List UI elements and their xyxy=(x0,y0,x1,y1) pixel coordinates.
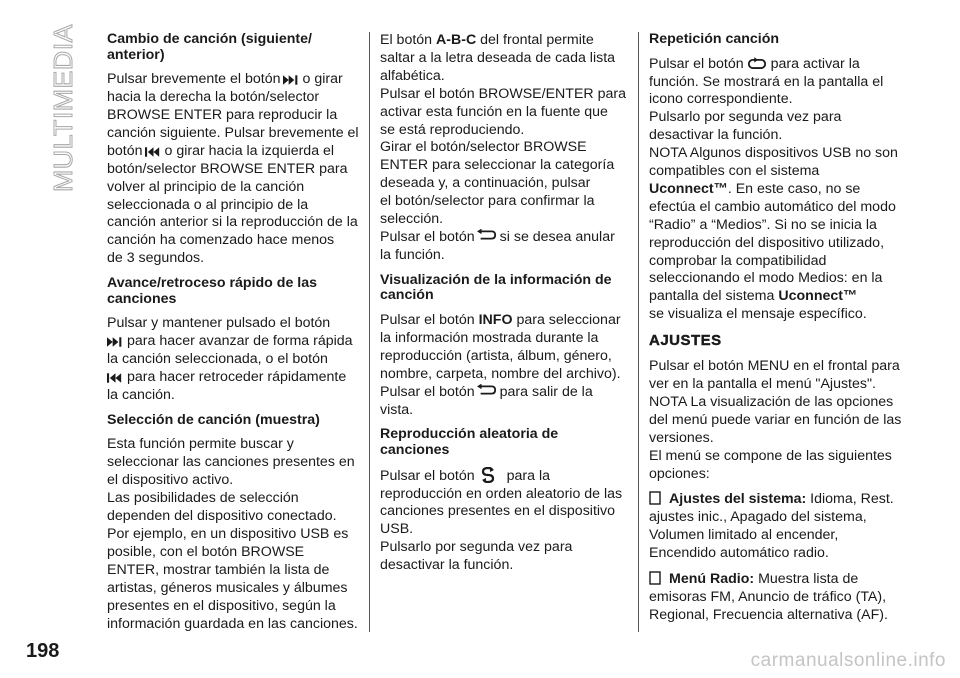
text: Pulsar el botón xyxy=(380,311,475,328)
text-line: ENTER, mostrar también la lista de xyxy=(107,561,330,578)
text-line: del menú puede variar en función de las xyxy=(649,411,902,428)
text-line: reproducción en orden aleatorio de las xyxy=(380,485,623,502)
text-line: presentes en el dispositivo, según la xyxy=(107,597,336,614)
previous-track-icon xyxy=(107,373,124,383)
text-line: reproducción (artista, álbum, género, xyxy=(380,347,612,364)
text: pantalla del sistema xyxy=(649,288,775,305)
text: Idioma, Rest. xyxy=(810,491,894,508)
text-line: botón/selector BROWSE ENTER para xyxy=(107,160,348,177)
repeat-icon xyxy=(747,57,767,70)
text-line: opciones: xyxy=(649,465,710,482)
paragraph-shuffle xyxy=(380,467,630,575)
text-line: desactivar la función. xyxy=(380,557,514,574)
text-line: la canción. xyxy=(107,386,175,403)
abc-button-label: A-B-C xyxy=(436,32,477,48)
text: si se desea anular xyxy=(499,228,615,245)
back-arrow-icon xyxy=(477,384,497,396)
text: . En este caso, no se xyxy=(727,180,861,197)
text-line: comprobar la compatibilidad xyxy=(649,252,827,269)
next-track-icon xyxy=(107,337,124,347)
text: o girar xyxy=(302,71,343,88)
text-line: seleccionar las canciones presentes en xyxy=(107,454,355,471)
text-line: compatibles con el sistema xyxy=(649,163,820,180)
text-line: Por ejemplo, en un dispositivo USB es xyxy=(107,526,349,542)
text: para salir de la xyxy=(499,383,593,400)
text: Pulsar el botón xyxy=(380,383,475,400)
text-line: El menú se compone de las siguientes xyxy=(649,447,892,464)
checkbox-icon xyxy=(649,491,661,505)
watermark: carmanualsonline.info xyxy=(750,650,946,671)
text: para la xyxy=(506,467,551,484)
heading-track-info: Visualización de la información de canción xyxy=(380,271,612,304)
column-divider xyxy=(369,32,370,632)
text: Muestra lista de xyxy=(758,571,859,588)
text-line: de 3 segundos. xyxy=(107,250,205,267)
text-line: canción anterior si la reproducción de la xyxy=(107,214,358,231)
text-line: Pulsar el botón MENU en el frontal para xyxy=(649,358,900,375)
list-item-radio-menu xyxy=(649,571,911,625)
text-line: Pulsarlo por segunda vez para xyxy=(649,109,842,126)
text: Pulsar el botón xyxy=(380,467,475,484)
text: Pulsar brevemente el botón xyxy=(107,71,281,88)
text-line: la función. xyxy=(380,246,445,263)
text-line: Regional, Frecuencia alternativa (AF). xyxy=(649,606,888,623)
text-line: vista. xyxy=(380,401,414,418)
text-line: el dispositivo activo. xyxy=(107,472,234,489)
paragraph-repeat xyxy=(649,56,911,325)
checkbox-icon xyxy=(649,571,661,585)
text-line: deseada y, a continuación, pulsar xyxy=(380,175,591,192)
column-3 xyxy=(649,32,911,633)
paragraph-track-info xyxy=(380,312,630,419)
list-item-system-settings xyxy=(649,491,911,563)
heading-shuffle: Reproducción aleatoria de canciones xyxy=(380,426,559,458)
text-line: nombre, carpeta, nombre del archivo). xyxy=(380,365,621,382)
page-number: 198 xyxy=(26,640,60,662)
text-line: ajustes inic., Apagado del sistema, xyxy=(649,509,867,526)
text-line: Pulsar el botón BROWSE/ENTER para xyxy=(380,85,627,102)
text-line: se está reproduciendo. xyxy=(380,121,525,138)
next-track-icon xyxy=(283,75,300,85)
side-label-text: MULTIMEDIA xyxy=(48,28,78,192)
text: Pulsar el botón xyxy=(649,55,744,72)
text-line: el botón/selector para confirmar la xyxy=(380,193,595,210)
text-line: función. Se mostrará en la pantalla el xyxy=(649,73,884,90)
text-line: ENTER para seleccionar la categoría xyxy=(380,157,615,174)
text-line: Encendido automático radio. xyxy=(649,545,829,562)
text-line: dependen del dispositivo conectado. xyxy=(107,508,337,525)
text-line: Pulsar y mantener pulsado el botón xyxy=(107,315,331,332)
text: El botón xyxy=(380,32,433,48)
text-line: Girar el botón/selector BROWSE xyxy=(380,139,587,156)
text-line: canción siguiente. Pulsar brevemente el xyxy=(107,124,359,141)
text-line: seleccionando el modo Medios: en la xyxy=(649,270,883,287)
section-side-label xyxy=(22,22,82,192)
text-line: desactivar la función. xyxy=(649,127,783,144)
text: Pulsar el botón xyxy=(380,228,475,245)
paragraph-track-selection xyxy=(107,436,362,633)
text-line: NOTA La visualización de las opciones xyxy=(649,393,894,410)
column-2 xyxy=(380,32,630,583)
text-line: hacia la derecha la botón/selector xyxy=(107,89,320,106)
text-line: la información mostrada durante la xyxy=(380,329,599,346)
text-line: artistas, géneros musicales y álbumes xyxy=(107,579,348,596)
back-arrow-icon xyxy=(477,229,497,241)
text-line: volver al principio de la canción xyxy=(107,178,305,195)
shuffle-icon xyxy=(481,467,495,483)
text: para hacer retroceder rápidamente xyxy=(127,369,347,386)
text-line: BROWSE ENTER para reproducir la xyxy=(107,107,338,123)
text: para activar la xyxy=(770,55,860,72)
section-heading-ajustes: AJUSTES xyxy=(649,332,722,350)
uconnect-brand: Uconnect™ xyxy=(778,288,858,305)
text-line: la canción seleccionada, o el botón xyxy=(107,351,328,368)
text-line: saltar a la letra deseada de cada lista xyxy=(380,49,616,66)
text-line: USB. xyxy=(380,521,414,538)
item-label: Ajustes del sistema: xyxy=(669,491,807,508)
text-line: NOTA Algunos dispositivos USB no son xyxy=(649,145,898,162)
text-line: efectúa el cambio automático del modo xyxy=(649,198,896,215)
text-line: alfabética. xyxy=(380,67,445,84)
text-line: icono correspondiente. xyxy=(649,91,793,108)
text-line: Las posibilidades de selección xyxy=(107,490,299,507)
text-line: se visualiza el mensaje específico. xyxy=(649,306,867,323)
previous-track-icon xyxy=(145,147,162,157)
column-divider xyxy=(638,32,639,632)
text: botón xyxy=(107,142,143,159)
heading-repeat: Repetición canción xyxy=(649,31,780,47)
text-line: Volumen limitado al encender, xyxy=(649,527,839,544)
text-line: seleccionada o al principio de la xyxy=(107,196,309,213)
text-line: versiones. xyxy=(649,429,714,446)
paragraph-settings xyxy=(649,358,911,483)
text-line: reproducción del dispositivo utilizado, xyxy=(649,234,885,251)
text-line: selección. xyxy=(380,211,444,228)
text: para seleccionar xyxy=(516,311,621,328)
text-line: canción ha comenzado hace menos xyxy=(107,232,335,249)
info-button-label: INFO xyxy=(478,311,513,328)
text: o girar hacia la izquierda el xyxy=(164,142,335,159)
text-line: ver en la pantalla el menú "Ajustes". xyxy=(649,376,876,392)
text-line: emisoras FM, Anuncio de tráfico (TA), xyxy=(649,588,887,605)
text-line: información guardada en las canciones. xyxy=(107,615,358,632)
text-line: posible, con el botón BROWSE xyxy=(107,543,305,560)
paragraph-track-change xyxy=(107,71,362,268)
heading-fast-forward: Avance/retroceso rápido de las canciones xyxy=(107,275,318,307)
heading-track-change: Cambio de canción (siguiente/ anterior) xyxy=(107,31,312,63)
text-line: Pulsarlo por segunda vez para xyxy=(380,539,573,556)
text: del frontal permite xyxy=(480,32,594,48)
paragraph-fast-forward xyxy=(107,315,362,405)
heading-track-selection: Selección de canción (muestra) xyxy=(107,411,320,428)
text-line: activar esta función en la fuente que xyxy=(380,103,608,120)
text-line: Esta función permite buscar y xyxy=(107,436,294,453)
text-line: “Radio” a “Medios”. Si no se inicia la xyxy=(649,216,877,233)
item-label: Menú Radio: xyxy=(669,571,755,588)
paragraph-abc-button xyxy=(380,32,630,265)
text: para hacer avanzar de forma rápida xyxy=(127,333,353,350)
uconnect-brand: Uconnect™ xyxy=(649,180,728,197)
text-line: canciones presentes en el dispositivo xyxy=(380,503,616,520)
column-1 xyxy=(107,32,362,641)
